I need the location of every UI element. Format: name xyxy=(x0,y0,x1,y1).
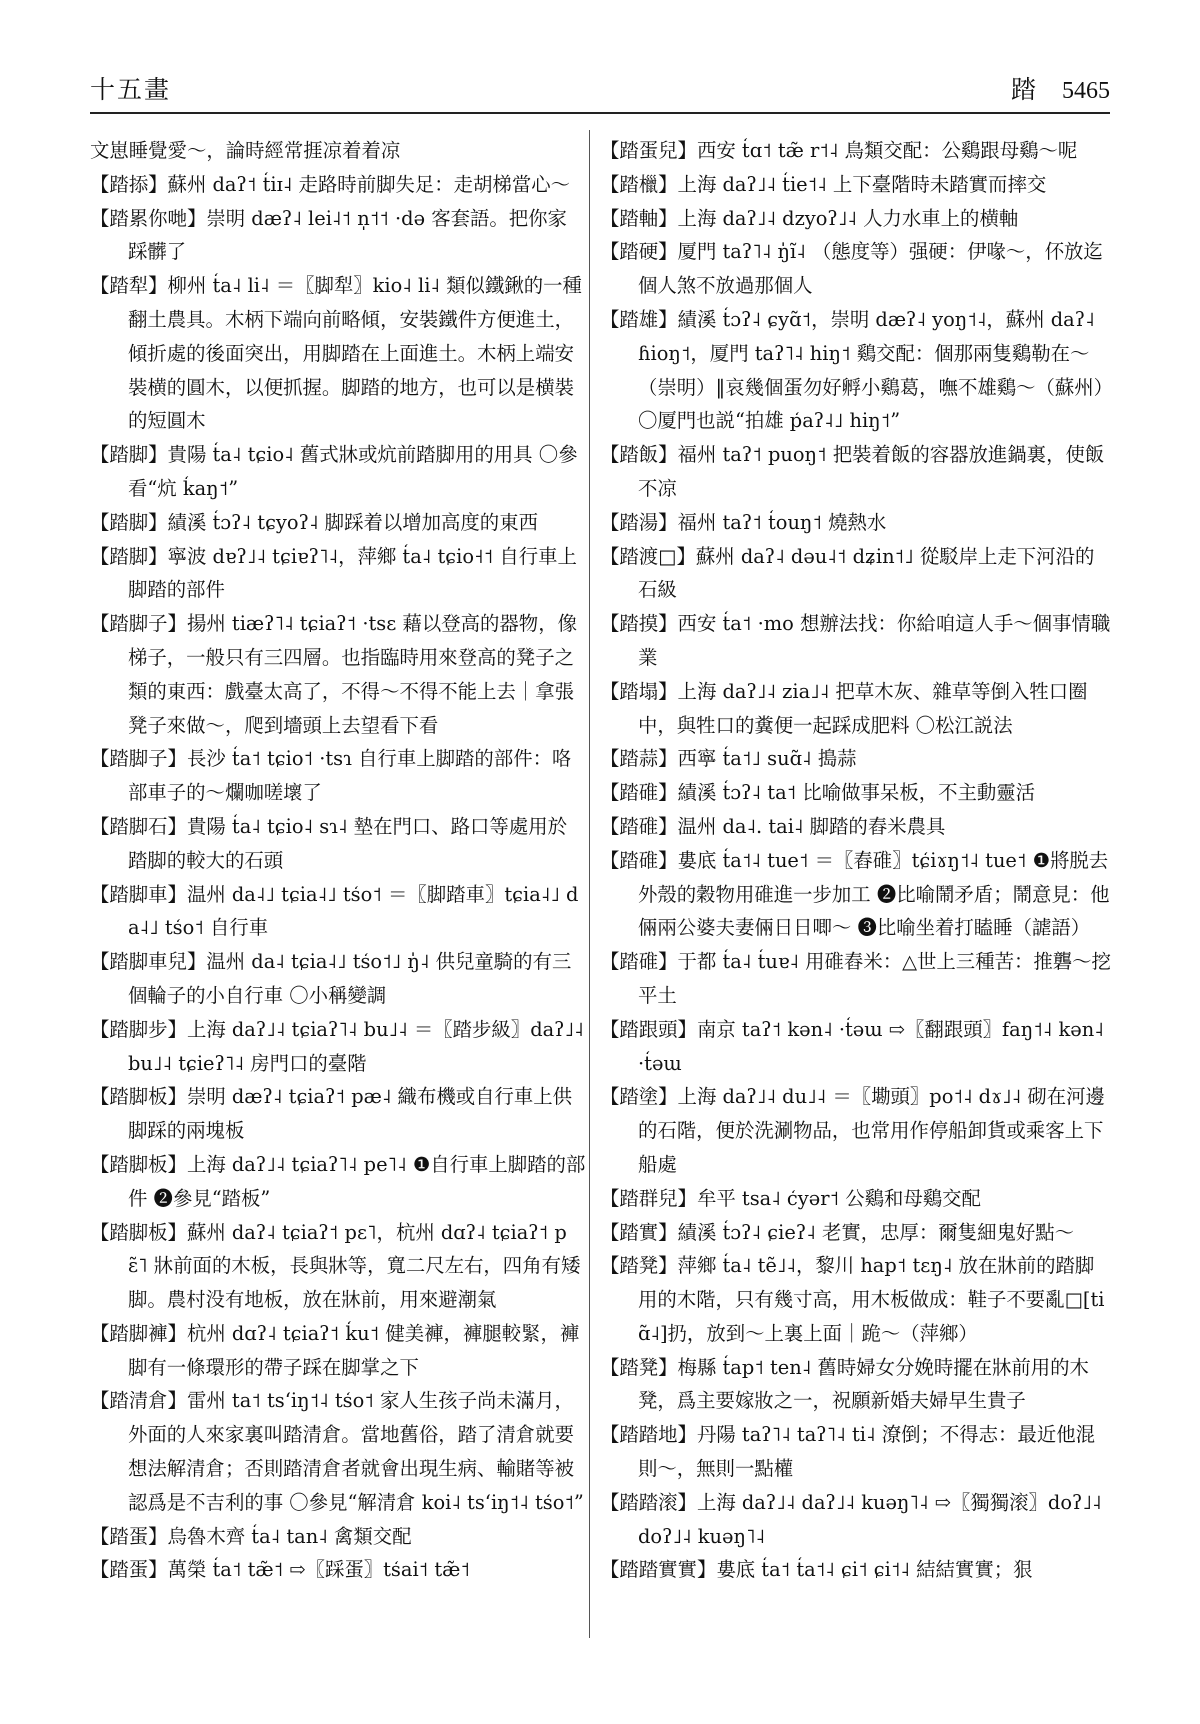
dictionary-entry: 【踏蛋】萬榮 t̒a˦ tæ̃˦ ⇨〖踩蛋〗ts̒ai˦ tæ̃˦ xyxy=(90,1558,470,1582)
page-header xyxy=(90,62,1110,110)
page-number: 5465 xyxy=(1062,78,1110,104)
dictionary-entry: 【踏脚石】貴陽 t̒a˨ tɕio˨ sɿ˨ 墊在門口、路口等處用於踏脚的較大的石頭 xyxy=(90,814,567,872)
dictionary-entry: 【踏脚板】蘇州 daʔ˨ tɕiaʔ˦ pɛ˥，杭州 dɑʔ˨ tɕiaʔ˦ pɛ̃˥ 牀前面的木板，長與牀等，寬二尺左右，四角有矮脚。農村没有地板，放在牀前，用來避潮氣 xyxy=(90,1220,581,1312)
dictionary-entry: 【踏跟頭】南京 taʔ˦ kən˨ ·t̒əɯ ⇨〖翻跟頭〗faŋ˦˨ kən˨ ·t̒əɯ xyxy=(600,1017,1104,1075)
dictionary-entry: 【踏脚板】崇明 dæʔ˨ tɕiaʔ˦ pæ˨ 織布機或自行車上供脚踩的兩塊板 xyxy=(90,1085,573,1143)
dictionary-entry: 【踏硬】厦門 taʔ˥˨ ŋ̍ĩ˨ （態度等）强硬：伊喙～，伓放迄個人煞不放過那個人 xyxy=(600,240,1103,298)
dictionary-entry: 【踏蛋】烏魯木齊 t̒a˨ tan˨ 禽類交配 xyxy=(90,1524,412,1548)
dictionary-entry: 【踏軸】上海 daʔ˩˨ dzyoʔ˩˨ 人力水車上的横軸 xyxy=(600,206,1019,230)
dictionary-entry: 【踏累你哋】崇明 dæʔ˨ lei˨˦ n̩˦˦ ·də 客套語。把你家踩髒了 xyxy=(90,206,567,264)
dictionary-entry: 【踏凳】梅縣 t̒ap˦ ten˨ 舊時婦女分娩時擺在牀前用的木凳，爲主要嫁妝之一，祝願新婚夫婦早生貴子 xyxy=(600,1355,1089,1413)
dictionary-entry: 【踏飯】福州 taʔ˦ puoŋ˦ 把裝着飯的容器放進鍋裏，使飯不凉 xyxy=(600,443,1105,500)
dictionary-entry: 【踏脚車】温州 da˨˩ tɕia˨˩ ts̒o˦ ＝〖脚踏車〗tɕia˨˩ da˨˩ ts̒o˦ 自行車 xyxy=(90,882,579,940)
dictionary-entry: 【踏塌】上海 daʔ˩˨ zia˩˨ 把草木灰、雜草等倒入牲口圈中，與牲口的糞便一起踩成肥料 〇松江説法 xyxy=(600,679,1088,737)
dictionary-entry: 【踏脚板】上海 daʔ˩˨ tɕiaʔ˥˨ pe˥˨ ❶自行車上脚踏的部件 ❷參見“踏板” xyxy=(90,1152,586,1210)
dictionary-entry: 【踏蒜】西寧 t̒a˦˩ suɑ̃˨ 搗蒜 xyxy=(600,747,857,771)
dictionary-entry: 【踏犁】柳州 t̒a˨ li˨ ＝〖脚犁〗kio˨ li˨ 類似鐵鍬的一種翻土農具。木柄下端向前略傾，安裝鐵件方便進土，傾折處的後面突出，用脚踏在上面進土。木柄上端安裝横的圓木，以便抓握。脚踏的地方，也可以是横裝的短圓木 xyxy=(90,274,582,433)
running-head xyxy=(1011,70,1110,106)
dictionary-entry: 【踏塗】上海 daʔ˩˨ du˩˨ ＝〖墈頭〗po˦˨ dɤ˩˨ 砌在河邊的石階，便於洗涮物品，也常用作停船卸貨或乘客上下船處 xyxy=(600,1085,1105,1176)
dictionary-entry: 【踏清倉】雷州 ta˦ tsʻiŋ˦˨ ts̒o˦ 家人生孩子尚未滿月，外面的人來家裏叫踏清倉。當地舊俗，踏了清倉就要想法解清倉；否則踏清倉者就會出現生病、輸賭等被認爲是不吉利的事 〇參見“解清倉 koi˨ tsʻiŋ˦˨ ts̒o˦” xyxy=(90,1389,584,1514)
dictionary-entry: 【踏踏實實】婁底 t̒a˦ t̒a˦˨ ɕi˦ ɕi˦˨ 結結實實；狠 xyxy=(600,1558,1033,1582)
dictionary-entry: 文崽睡覺愛～，論時經常捱凉着着凉 xyxy=(90,139,401,162)
dictionary-entry: 【踏脚子】長沙 t̒a˦ tɕio˦ ·tsɿ 自行車上脚踏的部件：咯部車子的～爛咖嗟壞了 xyxy=(90,747,572,805)
dictionary-entry: 【踏脚車兒】温州 da˨ tɕia˨˩ ts̒o˦˩ ŋ̍˨ 供兒童騎的有三個輪子的小自行車 〇小稱變調 xyxy=(90,950,572,1007)
dictionary-entry: 【踏湯】福州 taʔ˦ t̒ouŋ˦ 燒熱水 xyxy=(600,510,887,534)
dictionary-entry: 【踏脚子】揚州 tiæʔ˥˨ tɕiaʔ˦ ·tsɛ 藉以登高的器物，像梯子，一般只有三四層。也指臨時用來登高的凳子之類的東西：戲臺太高了，不得～不得不能上去｜拿張凳子來做～，爬到墻頭上去望看下看 xyxy=(90,612,577,737)
dictionary-entry: 【踏碓】于都 t̒a˨ t̒uɐ˨ 用碓舂米：△世上三種苦：推礱～挖平土 xyxy=(600,950,1111,1007)
headword: 踏 xyxy=(1010,75,1036,104)
dictionary-entry: 【踏掭】蘇州 daʔ˦ t̒iɪ˨ 走路時前脚失足：走胡梯當心～ xyxy=(90,172,570,196)
right-column xyxy=(600,134,1112,1587)
dictionary-entry: 【踏脚】績溪 t̒ɔʔ˨ tɕyoʔ˨ 脚踩着以增加高度的東西 xyxy=(90,510,538,534)
dictionary-entry: 【踏群兒】牟平 tsa˨ c̒yər˦ 公鷄和母鷄交配 xyxy=(600,1186,981,1210)
left-column xyxy=(90,134,586,1587)
dictionary-entry: 【踏蛋兒】西安 t̒ɑ˦ tæ̃ r˦˨ 鳥類交配：公鷄跟母鷄～呢 xyxy=(600,139,1078,162)
dictionary-entry: 【踏渡□】蘇州 daʔ˨ dəu˨˦ dʑin˦˩ 從駁岸上走下河沿的石級 xyxy=(600,544,1095,602)
dictionary-entry: 【踏脚步】上海 daʔ˩˨ tɕiaʔ˥˨ bu˩˨ ＝〖踏步級〗daʔ˩˨ bu˩˨ tɕieʔ˥˨ 房門口的臺階 xyxy=(90,1017,584,1075)
dictionary-entry: 【踏脚】寧波 dɐʔ˩˨ tɕiɐʔ˥˨，萍鄉 t̒a˨ tɕio˧˦ 自行車上脚踏的部件 xyxy=(90,544,577,602)
dictionary-entry: 【踏踏地】丹陽 taʔ˥˨ taʔ˥˨ ti˨ 潦倒；不得志：最近他混則～，無則一點權 xyxy=(600,1423,1095,1481)
header-rule xyxy=(90,112,1110,114)
dictionary-entry: 【踏凳】萍鄉 t̒a˨ tẽ˩˨，黎川 hap˦ tɛŋ˨ 放在牀前的踏脚用的木階，只有幾寸高，用木板做成：鞋子不要亂□[tiɑ̃˨]扔，放到～上裏上面｜跪～（萍鄉） xyxy=(600,1254,1105,1345)
dictionary-entry: 【踏踏滚】上海 daʔ˩˨ daʔ˩˨ kuəŋ˥˨ ⇨〖獨獨滚〗doʔ˩˨ doʔ˩˨ kuəŋ˥˨ xyxy=(600,1490,1102,1548)
dictionary-entry: 【踏碓】温州 da˨. tai˨ 脚踏的舂米農具 xyxy=(600,814,946,838)
section-label: 十五畫 xyxy=(90,75,172,104)
dictionary-entry: 【踏脚】貴陽 t̒a˨ tɕio˨ 舊式牀或炕前踏脚用的用具 〇參看“炕 k̒aŋ˦” xyxy=(90,443,578,500)
dictionary-entry: 【踏摸】西安 t̒a˦ ·mo 想辦法找：你給咱這人手～個事情職業 xyxy=(600,612,1111,669)
column-divider xyxy=(589,130,590,1638)
dictionary-entry: 【踏碓】婁底 t̒a˦˨ tue˦ ＝〖舂碓〗tɕ̒iɤŋ˦˨ tue˦ ❶將脱去外殼的穀物用碓進一步加工 ❷比喻鬧矛盾；鬧意見：他倆兩公婆夫妻倆日日唧～ ❸比喻坐着打瞌睡（謔語） xyxy=(600,848,1110,940)
dictionary-entry: 【踏碓】績溪 t̒ɔʔ˨ ta˦ 比喻做事呆板，不主動靈活 xyxy=(600,781,1036,805)
dictionary-entry: 【踏㯿】上海 daʔ˩˨ t̒ie˦˨ 上下臺階時未踏實而摔交 xyxy=(600,172,1047,196)
dictionary-entry: 【踏實】績溪 t̒ɔʔ˨ ɕieʔ˨ 老實，忠厚：爾隻細鬼好點～ xyxy=(600,1220,1075,1244)
dictionary-entry: 【踏脚褲】杭州 dɑʔ˨ tɕiaʔ˦ k̒u˦ 健美褲，褲腿較緊，褲脚有一條環形的帶子踩在脚掌之下 xyxy=(90,1321,580,1379)
dictionary-entry: 【踏雄】績溪 t̒ɔʔ˨ ɕyɑ̃˦，崇明 dæʔ˨ yoŋ˦˨，蘇州 daʔ˨ ɦioŋ˦，厦門 taʔ˥˨ hiŋ˦ 鷄交配：個那兩隻鷄勒在～（崇明）‖哀幾個蛋勿好孵小鷄葛，嘸不雄鷄～（蘇州）〇厦門也説“拍雄 p̒aʔ˨˩ hiŋ˦” xyxy=(600,307,1104,433)
